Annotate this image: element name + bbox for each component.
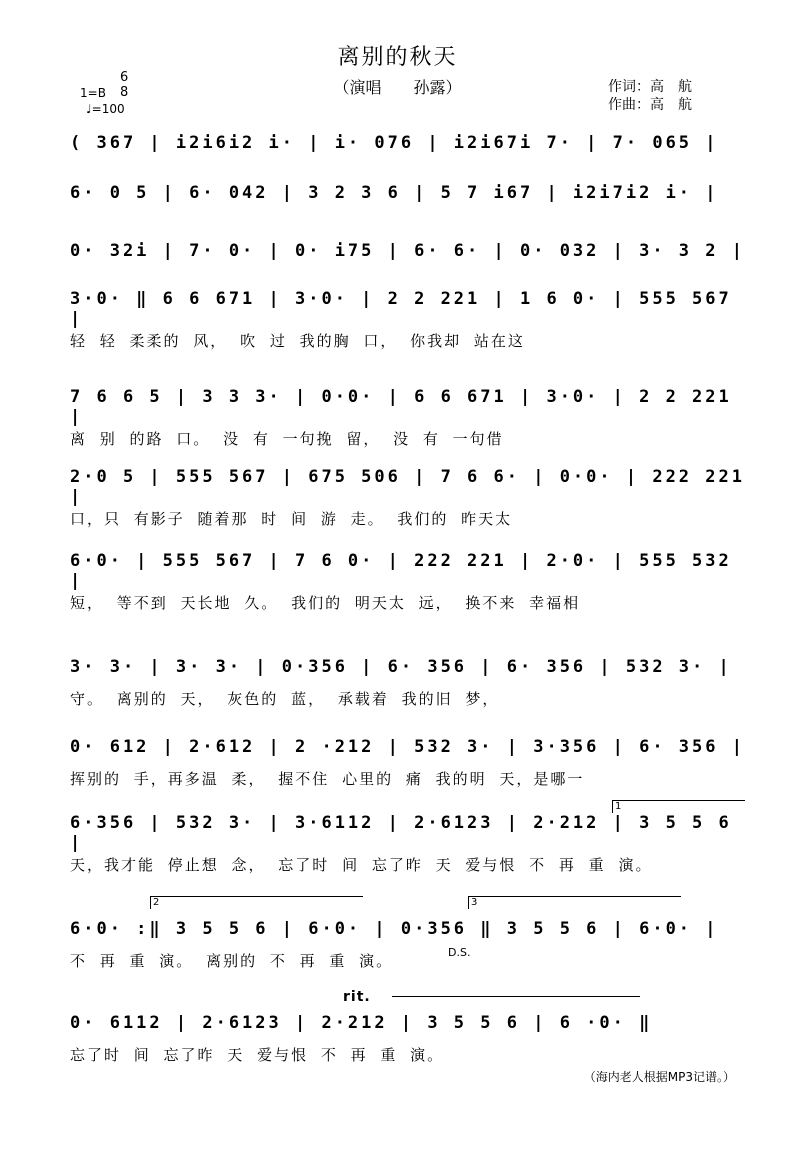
credits	[608, 78, 692, 114]
ritardando-line	[392, 996, 640, 997]
volta-2: 2	[150, 896, 363, 909]
song-title: 离别的秋天	[337, 45, 458, 70]
notation: 6·356 | 532 3· | 3·6112 | 2·6123 | 2·212 | 3 5 5 6 |	[70, 813, 732, 853]
time-signature	[120, 70, 128, 100]
notation: 3·0· ‖ 6 6 671 | 3·0· | 2 2 221 | 1 6 0· | 555 567 |	[70, 289, 732, 329]
lyrics: 离 别 的路 口。 没 有 一句挽 留， 没 有 一句借	[70, 430, 504, 448]
notation: 2·0 5 | 555 567 | 675 506 | 7 6 6· | 0·0· | 222 221 |	[70, 467, 745, 507]
time-top: 6	[120, 70, 129, 85]
score-line-8	[70, 652, 750, 722]
lyrics: 天，我才能 停止想 念， 忘了时 间 忘了昨 天 爱与恨 不 再 重 演。	[70, 856, 653, 874]
ds-mark: D.S.	[448, 946, 471, 959]
notation: 6· 0 5 | 6· 042 | 3 2 3 6 | 5 7 i67 | i2i7i2 i· |	[70, 183, 719, 203]
lyrics: 短， 等不到 天长地 久。 我们的 明天太 远， 换不来 幸福相	[70, 594, 581, 612]
notation: 6·0· | 555 567 | 7 6 0· | 222 221 | 2·0· | 555 532 |	[70, 551, 732, 591]
notation: 3· 3· | 3· 3· | 0·356 | 6· 356 | 6· 356 | 532 3· |	[70, 657, 732, 677]
time-bottom: 8	[120, 85, 129, 100]
tempo-mark: ♩=100	[86, 102, 125, 116]
notation: 7 6 6 5 | 3 3 3· | 0·0· | 6 6 671 | 3·0· | 2 2 221 |	[70, 387, 732, 427]
ritardando-mark: rit.	[343, 989, 371, 1005]
transcriber-note: （海内老人根据MP3记谱。）	[583, 1070, 735, 1084]
score-line-6	[70, 467, 750, 542]
notation: 0· 32i | 7· 0· | 0· i75 | 6· 6· | 0· 032 | 3· 3 2 |	[70, 241, 745, 261]
score-line-7	[70, 551, 750, 626]
notation: 0· 6112 | 2·6123 | 2·212 | 3 5 5 6 | 6 ·0· ‖	[70, 1013, 653, 1033]
notation: 0· 612 | 2·612 | 2 ·212 | 532 3· | 3·356 | 6· 356 |	[70, 737, 745, 757]
score-line-10	[70, 813, 750, 888]
notation: 6·0· :‖ 3 5 5 6 | 6·0· | 0·356 ‖ 3 5 5 6 | 6·0· |	[70, 919, 719, 939]
volta-3: 3	[468, 896, 681, 909]
score-line-4	[70, 289, 750, 364]
composer: 作曲：高 航	[608, 97, 692, 113]
lyricist: 作词：高 航	[608, 79, 692, 95]
lyrics: 忘了时 间 忘了昨 天 爱与恨 不 再 重 演。	[70, 1046, 445, 1064]
key-signature: 1=B	[80, 86, 106, 100]
singer-line: （演唱 孙露）	[333, 78, 462, 97]
lyrics: 不 再 重 演。 离别的 不 再 重 演。	[70, 952, 394, 970]
score-line-11	[70, 914, 750, 984]
notation: ( 367 | i2i6i2 i· | i· 076 | i2i67i 7· | 7· 065 |	[70, 133, 719, 153]
lyrics: 守。 离别的 天， 灰色的 蓝， 承载着 我的旧 梦，	[70, 690, 500, 708]
volta-1: 1	[612, 800, 745, 813]
score-line-5	[70, 387, 750, 462]
score-line-9	[70, 732, 750, 802]
lyrics: 轻 轻 柔柔的 风， 吹 过 我的胸 口， 你我却 站在这	[70, 332, 525, 350]
lyrics: 口，只 有影子 随着那 时 间 游 走。 我们的 昨天太	[70, 510, 513, 528]
lyrics: 挥别的 手，再多温 柔， 握不住 心里的 痛 我的明 天，是哪一	[70, 770, 585, 788]
